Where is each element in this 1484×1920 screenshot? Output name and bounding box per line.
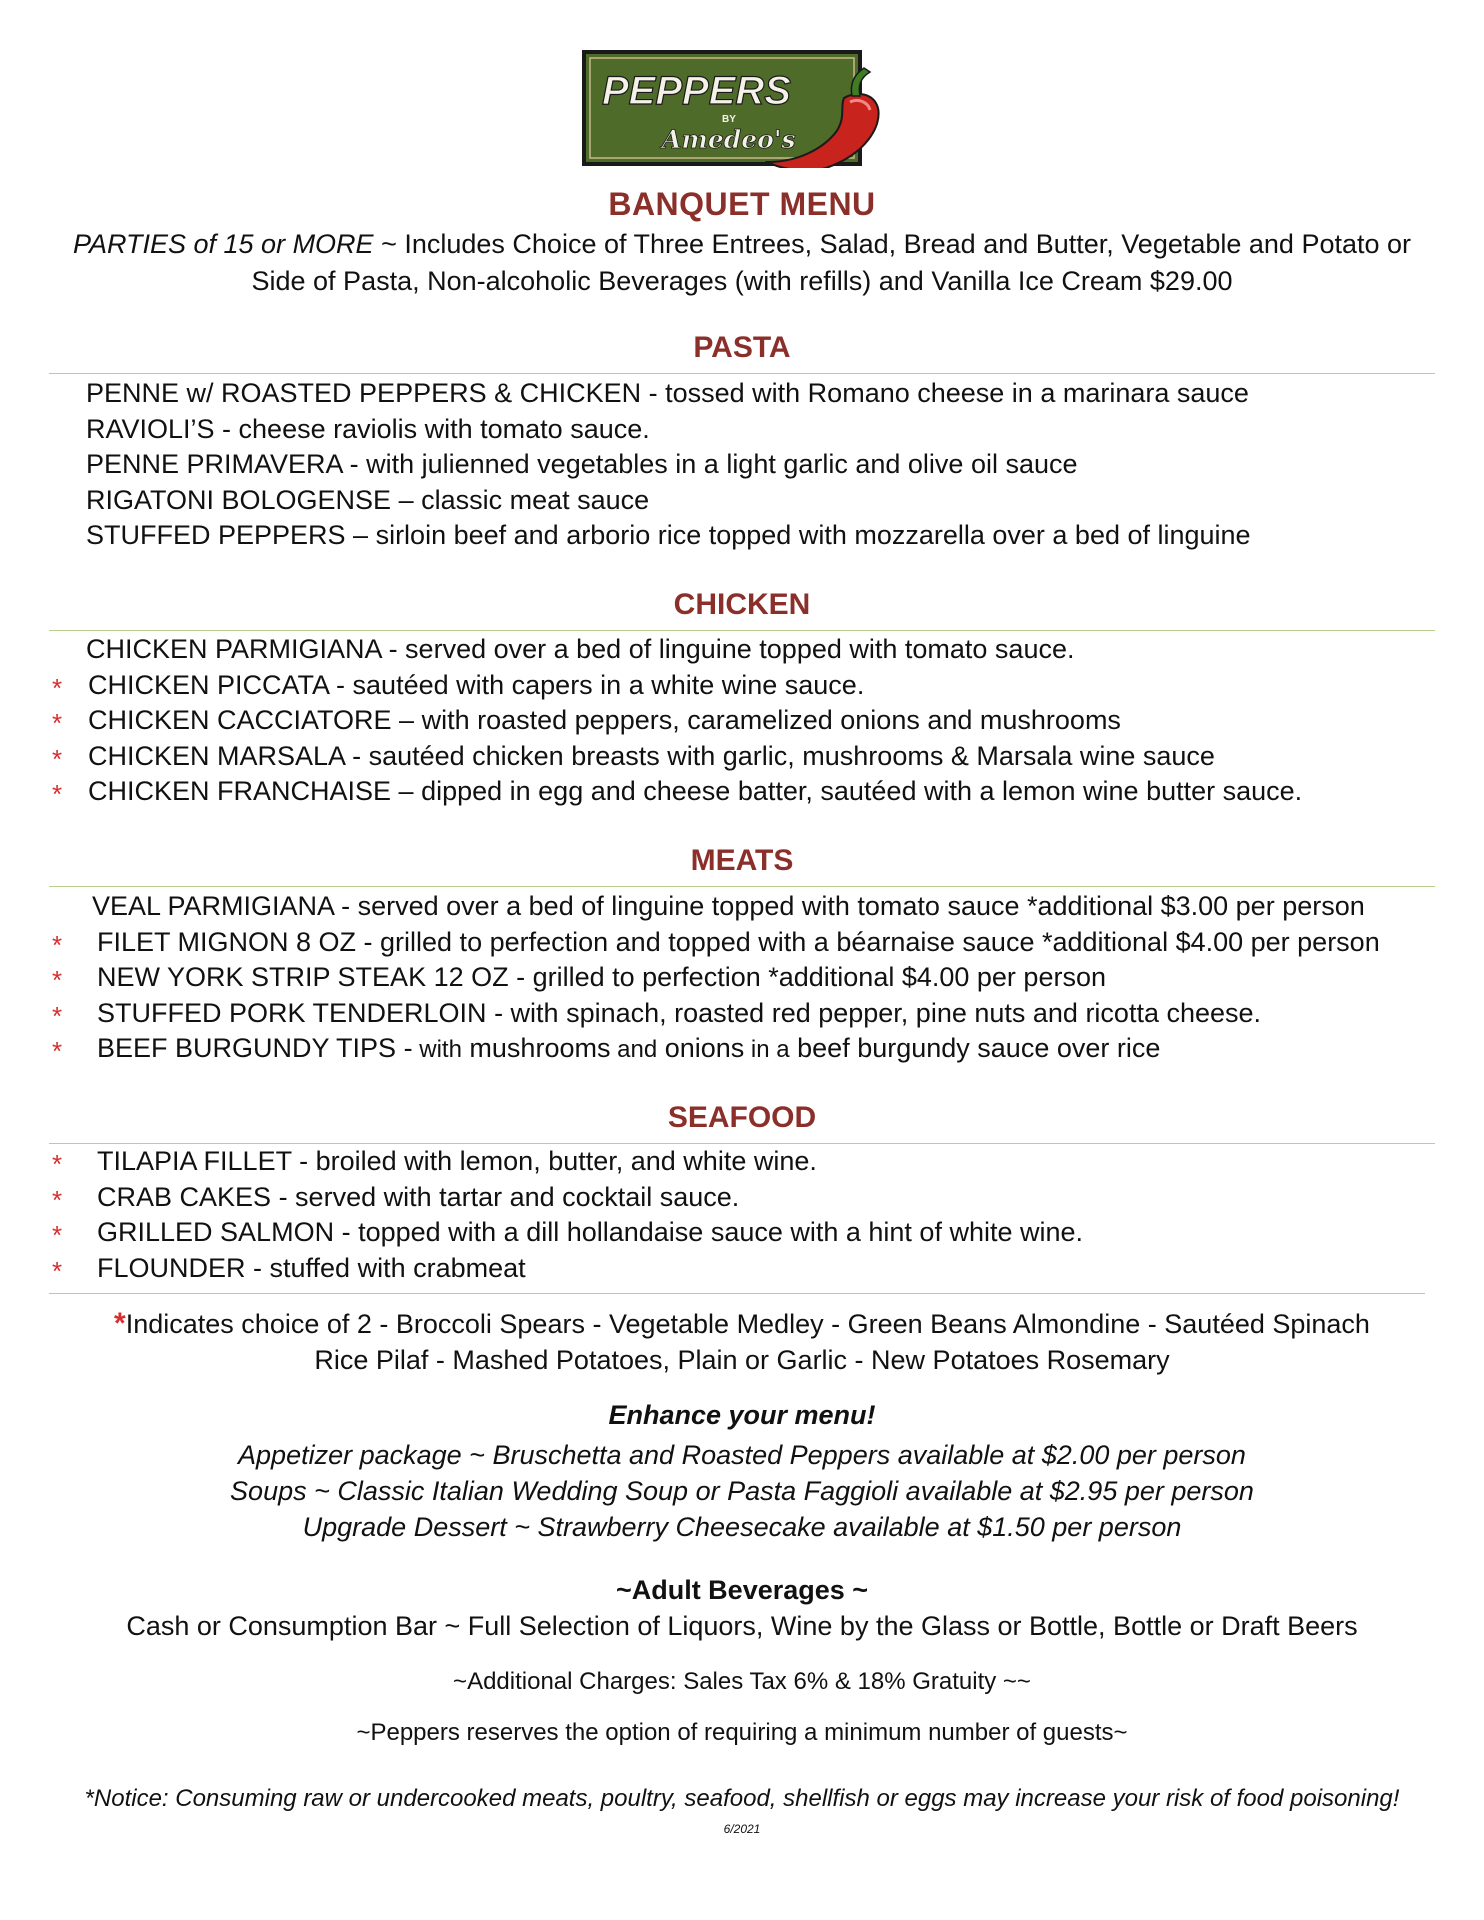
logo-sub: Amedeo's	[662, 125, 796, 154]
peppers-logo	[582, 50, 902, 168]
beverages-text: Cash or Consumption Bar ~ Full Selection of Liquors, Wine by the Glass or Bottle, Bottle or Draft Beers	[126, 1611, 1358, 1641]
item-name: NEW YORK STRIP STEAK 12 OZ	[97, 962, 509, 992]
item-desc-part: beef burgundy sauce over rice	[789, 1033, 1161, 1063]
menu-item	[0, 960, 1484, 996]
menu-item	[0, 996, 1484, 1032]
item-desc-part: and	[610, 1036, 658, 1063]
choice-star-icon: *	[52, 1149, 63, 1179]
pepper-logo-graphic	[582, 50, 902, 168]
food-safety-notice: *Notice: Consuming raw or undercooked meats, poultry, seafood, shellfish or eggs may increase your risk of food poisoning!	[84, 1785, 1400, 1812]
item-name: VEAL PARMIGIANA	[92, 891, 334, 921]
section-divider	[49, 1293, 1425, 1294]
choice-star-icon: *	[52, 1184, 63, 1215]
choice-star-icon: *	[52, 1000, 63, 1031]
section-title-chicken: CHICKEN	[673, 588, 811, 621]
choice-star-icon: *	[114, 1307, 126, 1340]
item-name: RAVIOLI’S	[86, 413, 215, 444]
seafood-list	[0, 1144, 1484, 1286]
item-name: PENNE PRIMAVERA	[86, 449, 343, 479]
enhance-list	[0, 1437, 1484, 1545]
item-name: FLOUNDER	[97, 1252, 246, 1283]
choice-star-icon: *	[52, 1220, 63, 1250]
item-desc: - sautéed with capers in a white wine sauce.	[328, 669, 865, 700]
item-name: BEEF BURGUNDY TIPS -	[97, 1033, 413, 1063]
item-name: FILET MIGNON 8 OZ	[97, 926, 357, 957]
choice-star-icon: *	[52, 1255, 63, 1286]
item-name: TILAPIA FILLET	[97, 1146, 292, 1176]
item-desc: - grilled to perfection *additional $4.00 per person	[508, 962, 1106, 992]
menu-item	[0, 925, 1484, 961]
section-title-seafood: SEAFOOD	[667, 1101, 817, 1134]
item-desc: - sautéed chicken breasts with garlic, mushrooms & Marsala wine sauce	[344, 740, 1215, 771]
enhance-item: Soups ~ Classic Italian Wedding Soup or Pasta Faggioli available at $2.95 per person	[230, 1476, 1254, 1506]
item-desc: - grilled to perfection and topped with a béarnaise sauce *additional $4.00 per person	[356, 926, 1380, 957]
item-name: CHICKEN FRANCHAISE	[88, 776, 392, 806]
menu-item	[0, 703, 1484, 739]
minimum-guests-note: ~Peppers reserves the option of requiring a minimum number of guests~	[356, 1719, 1128, 1746]
item-name: CHICKEN PARMIGIANA	[86, 634, 382, 664]
intro-text	[0, 226, 1484, 300]
chicken-list	[0, 632, 1484, 810]
item-desc: - cheese raviolis with tomato sauce.	[214, 413, 650, 444]
menu-item	[0, 1180, 1484, 1216]
menu-item	[0, 668, 1484, 704]
section-divider	[49, 373, 1435, 374]
choice-star-icon: *	[52, 1036, 63, 1066]
banquet-menu-title: BANQUET MENU	[608, 186, 876, 222]
menu-item	[0, 739, 1484, 775]
item-desc: - stuffed with crabmeat	[245, 1252, 526, 1283]
enhance-item: Upgrade Dessert ~ Strawberry Cheesecake available at $1.50 per person	[302, 1512, 1182, 1542]
item-name: RIGATONI BOLOGENSE	[86, 484, 392, 515]
item-desc: - served over a bed of linguine topped with tomato sauce.	[381, 634, 1075, 664]
choice-star-icon: *	[52, 965, 63, 995]
item-name: CRAB CAKES	[97, 1181, 272, 1212]
menu-item	[0, 774, 1484, 810]
menu-item	[0, 1144, 1484, 1180]
beverages-title: ~Adult Beverages ~	[615, 1575, 869, 1605]
intro-parties: PARTIES of 15 or MORE	[72, 229, 374, 259]
section-divider	[49, 630, 1435, 631]
item-name: GRILLED SALMON	[97, 1217, 335, 1247]
pasta-list	[0, 376, 1484, 554]
item-desc-part: with	[412, 1036, 462, 1063]
item-desc: – with roasted peppers, caramelized onions and mushrooms	[391, 705, 1121, 735]
choice-star-icon: *	[52, 929, 63, 960]
section-divider	[49, 886, 1435, 887]
menu-item	[0, 1251, 1484, 1287]
choice-star-icon: *	[52, 743, 63, 774]
menu-item	[0, 889, 1484, 925]
item-desc: - served with tartar and cocktail sauce.	[271, 1181, 740, 1212]
item-name: STUFFED PORK TENDERLOIN	[97, 997, 487, 1028]
item-name: CHICKEN CACCIATORE	[88, 705, 392, 735]
item-desc: - broiled with lemon, butter, and white wine.	[291, 1146, 817, 1176]
section-title-meats: MEATS	[690, 844, 794, 877]
item-desc: - with julienned vegetables in a light garlic and olive oil sauce	[342, 449, 1078, 479]
menu-item	[0, 1215, 1484, 1251]
menu-item	[0, 518, 1484, 554]
logo-brand: PEPPERS	[602, 69, 791, 113]
section-title-pasta: PASTA	[693, 331, 791, 364]
item-name: CHICKEN MARSALA	[88, 740, 345, 771]
menu-item	[0, 483, 1484, 519]
enhance-title: Enhance your menu!	[608, 1400, 876, 1430]
intro-line-2: Side of Pasta, Non-alcoholic Beverages (with refills) and Vanilla Ice Cream $29.00	[251, 266, 1233, 296]
choice-star-icon: *	[52, 708, 63, 738]
item-desc: - tossed with Romano cheese in a marinara sauce	[641, 378, 1249, 408]
choice-note-line-1	[0, 1306, 1484, 1342]
choice-note-text: Indicates choice of 2 - Broccoli Spears - Vegetable Medley - Green Beans Almondine - Sautéed Spinach	[125, 1309, 1370, 1339]
menu-item	[0, 412, 1484, 448]
menu-item	[0, 376, 1484, 412]
choice-note-line-2: Rice Pilaf - Mashed Potatoes, Plain or Garlic - New Potatoes Rosemary	[314, 1345, 1170, 1375]
item-desc-part: in a	[744, 1036, 790, 1063]
revision-date: 6/2021	[723, 1822, 761, 1836]
intro-line-1	[0, 226, 1484, 263]
intro-line-1-text: ~ Includes Choice of Three Entrees, Salad, Bread and Butter, Vegetable and Potato or	[373, 229, 1412, 259]
choice-note	[0, 1306, 1484, 1378]
item-desc: – classic meat sauce	[391, 484, 650, 515]
item-desc-part: mushrooms	[461, 1033, 611, 1063]
item-desc: – dipped in egg and cheese batter, sautéed with a lemon wine butter sauce.	[391, 776, 1303, 806]
logo-by: BY	[722, 114, 736, 125]
choice-star-icon: *	[52, 779, 63, 809]
item-desc-part: onions	[657, 1033, 745, 1063]
menu-item	[0, 632, 1484, 668]
additional-charges: ~Additional Charges: Sales Tax 6% & 18% Gratuity ~~	[453, 1668, 1031, 1695]
menu-item	[0, 447, 1484, 483]
menu-item	[0, 1031, 1484, 1067]
item-desc: - with spinach, roasted red pepper, pine nuts and ricotta cheese.	[486, 997, 1262, 1028]
item-desc: - served over a bed of linguine topped with tomato sauce *additional $3.00 per person	[333, 891, 1365, 921]
item-name: STUFFED PEPPERS	[86, 520, 346, 550]
item-desc: – sirloin beef and arborio rice topped with mozzarella over a bed of linguine	[345, 520, 1251, 550]
meats-list	[0, 889, 1484, 1067]
item-name: PENNE w/ ROASTED PEPPERS & CHICKEN	[86, 378, 642, 408]
item-name: CHICKEN PICCATA	[88, 669, 329, 700]
enhance-item: Appetizer package ~ Bruschetta and Roasted Peppers available at $2.00 per person	[238, 1440, 1246, 1470]
item-desc: - topped with a dill hollandaise sauce with a hint of white wine.	[334, 1217, 1084, 1247]
choice-star-icon: *	[52, 672, 63, 703]
